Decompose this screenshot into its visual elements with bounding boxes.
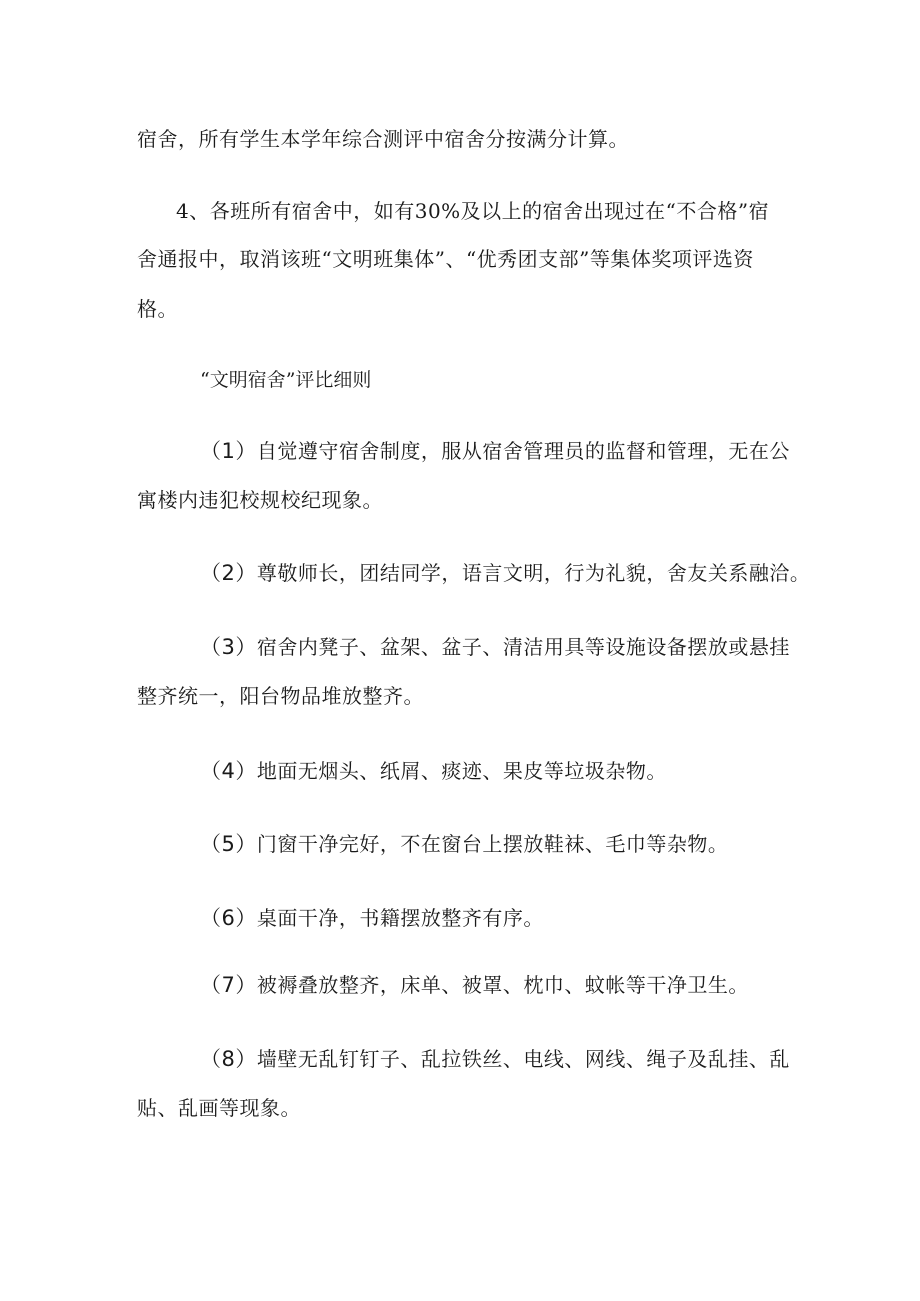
item-4-text: 地面无烟头、纸屑、痰迹、果皮等垃圾杂物。: [256, 759, 667, 783]
item-5-label: （5）: [200, 832, 257, 856]
item-6-line-1: [200, 905, 544, 931]
item-3-label: （3）: [200, 635, 257, 659]
item-5-text: 门窗干净完好，不在窗台上摆放鞋袜、毛巾等杂物。: [256, 832, 729, 856]
item-7-line-1: [200, 972, 749, 998]
item-3-line-1: [200, 634, 790, 660]
item-2-line-1: [200, 560, 810, 586]
item-7-text: 被褥叠放整齐，床单、被罩、枕巾、蚊帐等干净卫生。: [256, 973, 749, 997]
item-8-line-1: [200, 1046, 790, 1072]
section-title: “文明宿舍”评比细则: [200, 369, 372, 391]
item-8-text: 墙壁无乱钉钉子、乱拉铁丝、电线、网线、绳子及乱挂、乱: [256, 1047, 790, 1071]
item-2-text: 尊敬师长，团结同学，语言文明，行为礼貌，舍友关系融洽。: [256, 561, 811, 585]
item-2-label: （2）: [200, 561, 257, 585]
item-4-line-1: [200, 758, 667, 784]
item-8-line-2: 贴、乱画等现象。: [137, 1096, 301, 1120]
item-8-label: （8）: [200, 1047, 257, 1071]
item-1-line-2: 寓楼内违犯校规校纪现象。: [137, 488, 383, 512]
item-3-line-2: 整齐统一，阳台物品堆放整齐。: [137, 684, 424, 708]
item-5-line-1: [200, 831, 728, 857]
item-1-label: （1）: [200, 439, 257, 463]
item-7-label: （7）: [200, 973, 257, 997]
rule-4-line-2: 舍通报中，取消该班“文明班集体”、“优秀团支部”等集体奖项评选资: [137, 247, 754, 271]
item-1-text: 自觉遵守宿舍制度，服从宿舍管理员的监督和管理，无在公: [256, 439, 790, 463]
item-6-text: 桌面干净，书籍摆放整齐有序。: [256, 906, 544, 930]
rule-4-line-1: 4、各班所有宿舍中，如有30%及以上的宿舍出现过在“不合格”宿: [176, 199, 770, 223]
rule-4-line-3: 格。: [137, 297, 178, 321]
item-4-label: （4）: [200, 759, 257, 783]
intro-line: 宿舍，所有学生本学年综合测评中宿舍分按满分计算。: [137, 127, 629, 151]
item-1-line-1: [200, 438, 790, 464]
item-6-label: （6）: [200, 906, 257, 930]
item-3-text: 宿舍内凳子、盆架、盆子、清洁用具等设施设备摆放或悬挂: [256, 635, 790, 659]
